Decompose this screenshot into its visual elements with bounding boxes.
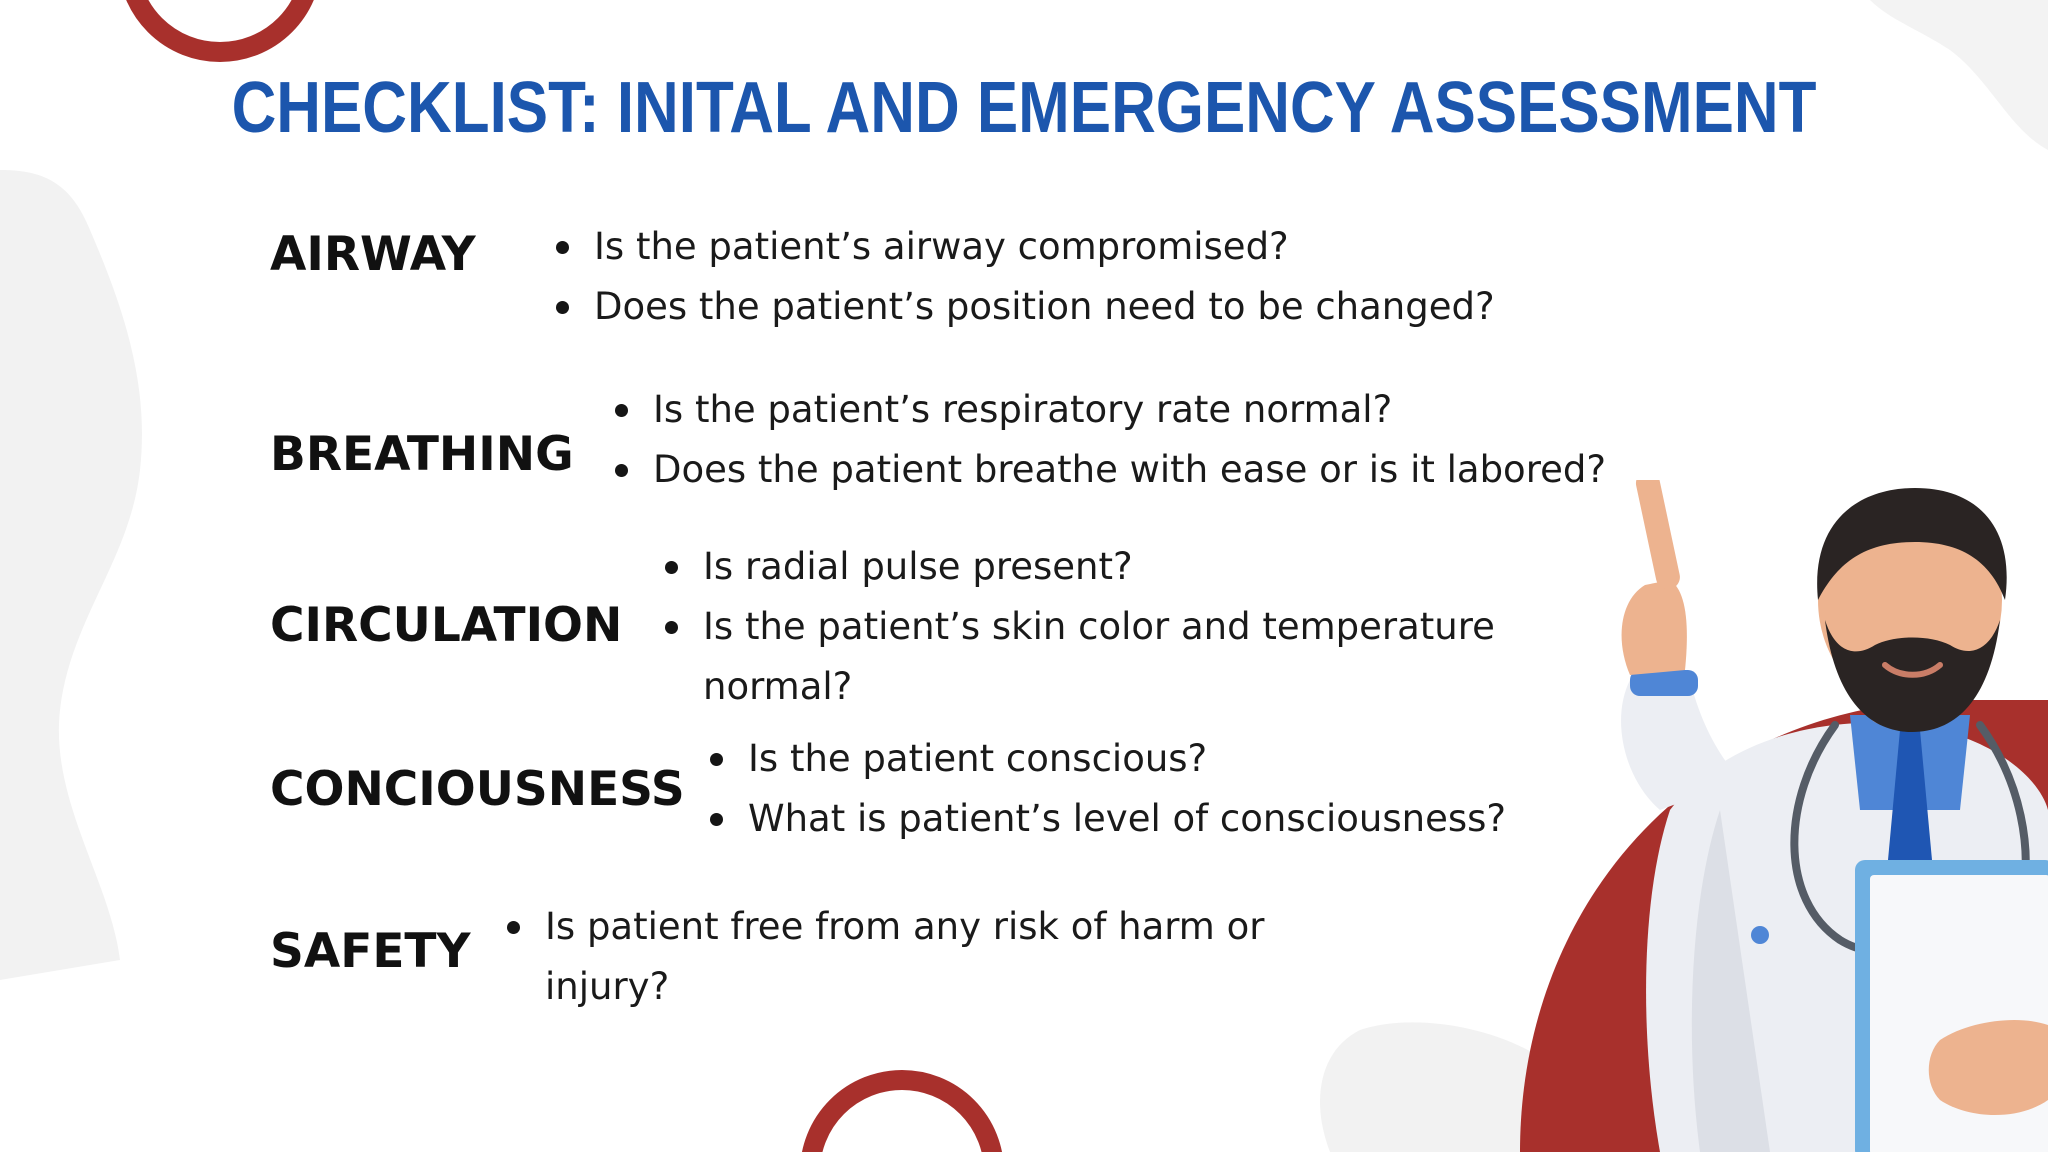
bullet-list-breathing — [615, 380, 1606, 500]
bullet-list-airway — [556, 217, 1495, 337]
bullet-dot-icon — [615, 404, 628, 417]
bullet-item: Is radial pulse present? — [665, 537, 1495, 597]
section-heading-consciousness: CONCIOUSNESS — [270, 762, 685, 817]
section-heading-breathing: BREATHING — [270, 427, 574, 482]
bullet-dot-icon — [665, 621, 678, 634]
bullet-dot-icon — [556, 301, 569, 314]
bottom-red-ring — [810, 1080, 994, 1152]
doctor-hand — [1622, 580, 1687, 675]
doctor-pointing-finger — [1634, 480, 1682, 591]
doctor-pointing-icon — [1520, 480, 2048, 1152]
bullet-item: Is patient free from any risk of harm or — [507, 897, 1264, 957]
bullet-dot-icon — [710, 813, 723, 826]
bullet-item: Is the patient’s skin color and temperature — [665, 597, 1495, 657]
bullet-dot-icon — [507, 921, 520, 934]
bullet-list-circulation — [665, 537, 1495, 717]
bullet-list-safety — [507, 897, 1264, 1017]
bullet-item-continuation: normal? — [703, 665, 853, 708]
bullet-dot-icon — [710, 753, 723, 766]
page-title: CHECKLIST: INITAL AND EMERGENCY ASSESSMENT — [231, 68, 1817, 148]
left-gray-blob — [0, 170, 142, 980]
bullet-item: Does the patient breathe with ease or is it labored? — [615, 440, 1606, 500]
bullet-item: Does the patient’s position need to be changed? — [556, 277, 1495, 337]
top-red-ring — [128, 0, 312, 52]
bullet-item: What is patient’s level of consciousness? — [710, 789, 1506, 849]
bullet-item: Is the patient conscious? — [710, 729, 1506, 789]
bullet-item: Is the patient’s airway compromised? — [556, 217, 1495, 277]
section-heading-airway: AIRWAY — [270, 227, 476, 282]
bullet-list-consciousness — [710, 729, 1506, 849]
bullet-dot-icon — [615, 464, 628, 477]
bullet-dot-icon — [556, 241, 569, 254]
bullet-item: Is the patient’s respiratory rate normal? — [615, 380, 1606, 440]
bullet-item-continuation: injury? — [545, 965, 670, 1008]
section-heading-safety: SAFETY — [270, 924, 471, 979]
bullet-dot-icon — [665, 561, 678, 574]
section-heading-circulation: CIRCULATION — [270, 598, 623, 653]
